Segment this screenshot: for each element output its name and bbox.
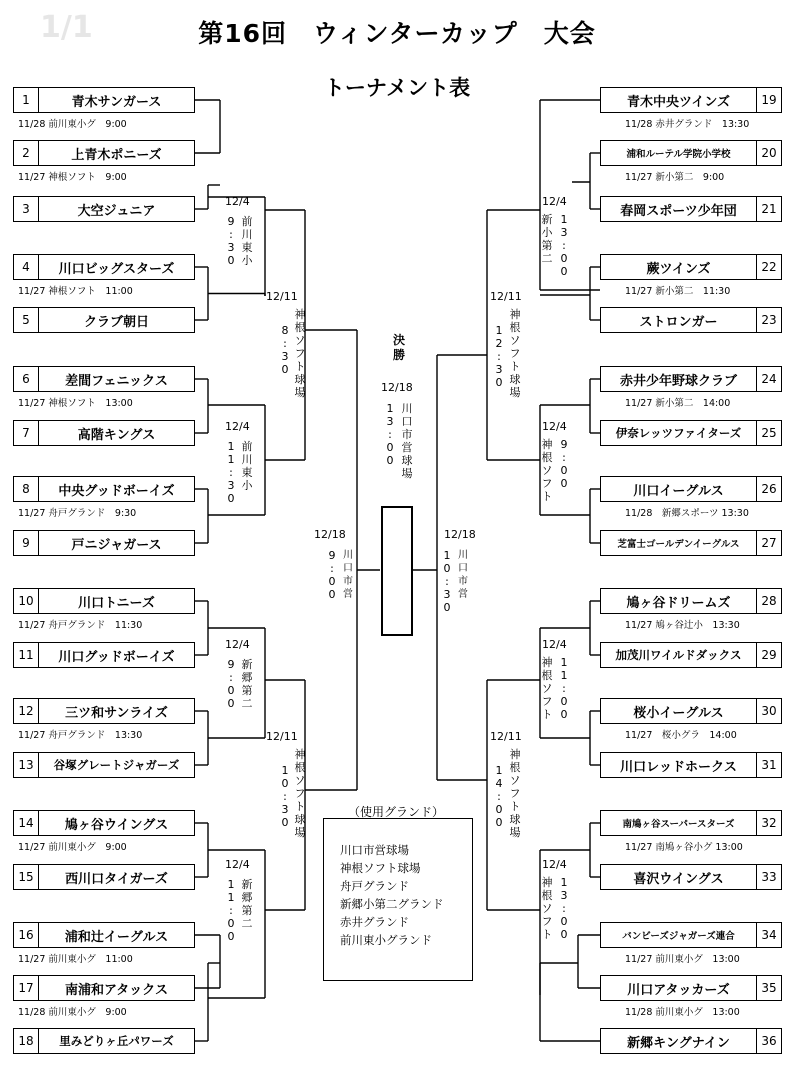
team-name: 鳩ヶ谷ドリームズ [626,595,731,611]
team-box-20 [600,140,782,166]
team-name: 川口レッドホークス [620,759,737,775]
semi-right-time: 1 0 : 3 0 [443,549,451,614]
round2-right-venue: 新 小 第 二 [541,213,553,265]
team-box-9 [13,530,195,556]
team-number: 20 [756,141,781,165]
team-box-28 [600,588,782,614]
round3-right-time: 1 2 : 3 0 [495,324,503,389]
round2-left-time: 1 1 : 0 0 [227,878,235,943]
round3-left-time: 1 0 : 3 0 [281,764,289,829]
team-number: 9 [14,531,39,555]
page-title: 第16回 ウィンターカップ 大会 [198,19,596,48]
team-number: 13 [14,753,39,777]
team-number: 25 [756,421,781,445]
team-name: 戸ニジャガース [71,537,162,553]
semi-right-venue: 川 口 市 営 [458,550,468,600]
team-box-29 [600,642,782,668]
team-name: クラブ朝日 [83,314,149,330]
round3-right-venue: 神 根 ソ フ ト 球 場 [509,748,521,839]
team-number: 10 [14,589,39,613]
round3-right-venue: 神 根 ソ フ ト 球 場 [509,308,521,399]
team-box-21 [600,196,782,222]
team-name: 里みどりヶ丘パワーズ [59,1034,174,1048]
team-name: 川口グッドボーイズ [58,649,175,665]
team-number: 32 [756,811,781,835]
round3-left-date: 12/11 [266,290,298,303]
legend-item: 新郷小第二グランド [340,897,444,911]
team-number: 22 [756,255,781,279]
round2-left-venue: 前 川 東 小 [241,440,253,492]
team-number: 3 [14,197,39,221]
team-number: 5 [14,308,39,332]
round3-right-date: 12/11 [490,290,522,303]
round3-left-time: 8 : 3 0 [281,324,289,376]
team-box-5 [13,307,195,333]
team-box-25 [600,420,782,446]
team-name: 浦和ルーテル学院小学校 [626,149,731,160]
team-name: 鳩ヶ谷ウイングス [64,817,169,833]
team-name: 芝富士ゴールデンイーグルス [617,539,740,550]
round2-left-time: 9 : 0 0 [227,658,235,710]
team-number: 7 [14,421,39,445]
team-number: 21 [756,197,781,221]
round2-left-venue: 新 郷 第 二 [241,878,253,930]
team-number: 33 [756,865,781,889]
legend-item: 川口市営球場 [340,843,409,857]
team-name: 三ツ和サンライズ [65,705,168,721]
team-number: 11 [14,643,39,667]
team-name: ストロンガー [639,314,718,330]
final-venue: 川 口 市 営 球 場 [401,402,413,480]
team-box-23 [600,307,782,333]
match-schedule-left: 11/27 舟戸グランド 11:30 [18,620,143,631]
team-box-26 [600,476,782,502]
round2-right-date: 12/4 [542,858,567,871]
team-box-27 [600,530,782,556]
team-name: 桜小イーグルス [633,705,724,721]
team-number: 24 [756,367,781,391]
team-name: 谷塚グレートジャガーズ [53,758,180,772]
match-schedule-right: 11/28 前川東小グ 13:00 [625,1007,740,1018]
match-schedule-left: 11/27 前川東小グ 9:00 [18,842,127,853]
team-name: バンビーズジャガーズ連合 [622,931,735,942]
round2-left-date: 12/4 [225,858,250,871]
page-subtitle: トーナメント表 [323,76,471,100]
team-name: 川口イーグルス [633,483,724,499]
team-number: 1 [14,88,39,112]
team-number: 36 [756,1029,781,1053]
team-box-18 [13,1028,195,1054]
team-box-33 [600,864,782,890]
team-box-19 [600,87,782,113]
team-name: 高階キングス [77,427,156,443]
team-number: 2 [14,141,39,165]
team-box-32 [600,810,782,836]
team-number: 34 [756,923,781,947]
final-time: 1 3 : 0 0 [386,402,394,467]
semi-right-date: 12/18 [444,528,476,541]
legend-item: 赤井グランド [340,915,409,929]
team-number: 26 [756,477,781,501]
team-number: 27 [756,531,781,555]
team-name: 上青木ポニーズ [71,147,162,163]
round2-right-venue: 神 根 ソ フ ト [541,876,553,941]
round2-left-date: 12/4 [225,195,250,208]
match-schedule-right: 11/27 鳩ヶ谷辻小 13:30 [625,620,740,631]
final-date: 12/18 [381,381,413,394]
team-name: 喜沢ウイングス [633,871,724,887]
team-number: 31 [756,753,781,777]
match-schedule-left: 11/27 神根ソフト 11:00 [18,286,133,297]
round3-right-time: 1 4 : 0 0 [495,764,503,829]
round2-right-date: 12/4 [542,420,567,433]
team-box-31 [600,752,782,778]
semi-left-time: 9 : 0 0 [328,549,336,601]
team-name: 川口ビッグスターズ [58,261,175,277]
team-box-15 [13,864,195,890]
team-box-14 [13,810,195,836]
team-number: 23 [756,308,781,332]
team-box-12 [13,698,195,724]
team-number: 18 [14,1029,39,1053]
match-schedule-left: 11/28 前川東小グ 9:00 [18,119,127,130]
semi-left-venue: 川 口 市 営 [343,550,353,600]
match-schedule-right: 11/27 桜小グラ 14:00 [625,730,737,741]
round3-left-venue: 神 根 ソ フ ト 球 場 [294,748,306,839]
round2-right-time: 1 1 : 0 0 [560,656,568,721]
team-number: 35 [756,976,781,1000]
match-schedule-right: 11/27 新小第二 11:30 [625,286,731,297]
legend-title: （使用グランド） [345,803,447,820]
round2-right-time: 1 3 : 0 0 [560,876,568,941]
team-box-2 [13,140,195,166]
round2-left-date: 12/4 [225,420,250,433]
team-name: 川口アタッカーズ [627,982,730,998]
team-name: 青木中央ツインズ [627,94,730,110]
team-box-34 [600,922,782,948]
team-box-13 [13,752,195,778]
team-name: 南浦和アタックス [65,982,168,998]
match-schedule-right: 11/27 新小第二 14:00 [625,398,731,409]
team-box-10 [13,588,195,614]
team-box-30 [600,698,782,724]
match-schedule-left: 11/27 舟戸グランド 13:30 [18,730,143,741]
round2-right-venue: 神 根 ソ フ ト [541,656,553,721]
team-box-3 [13,196,195,222]
team-number: 16 [14,923,39,947]
team-name: 加茂川ワイルドダックス [615,648,742,662]
match-schedule-right: 11/28 赤井グランド 13:30 [625,119,750,130]
final-label: 決 勝 [392,333,405,362]
team-box-24 [600,366,782,392]
team-name: 大空ジュニア [77,203,156,219]
team-number: 28 [756,589,781,613]
match-schedule-right: 11/27 南鳩ヶ谷小グ 13:00 [625,842,743,853]
team-number: 19 [756,88,781,112]
match-schedule-right: 11/27 新小第二 9:00 [625,172,725,183]
team-box-8 [13,476,195,502]
round2-right-time: 9 : 0 0 [560,438,568,490]
team-name: 西川口タイガーズ [65,871,168,887]
match-schedule-right: 11/28 新郷スポーツ 13:30 [625,508,749,519]
legend-item: 神根ソフト球場 [340,861,421,875]
team-name: 川口トニーズ [78,595,155,611]
match-schedule-left: 11/27 神根ソフト 9:00 [18,172,127,183]
team-number: 29 [756,643,781,667]
semi-left-date: 12/18 [314,528,346,541]
team-box-11 [13,642,195,668]
round2-left-venue: 新 郷 第 二 [241,658,253,710]
round3-right-date: 12/11 [490,730,522,743]
team-name: 浦和辻イーグルス [64,929,169,945]
team-number: 17 [14,976,39,1000]
team-name: 新郷キングナイン [627,1035,730,1051]
team-name: 春岡スポーツ少年団 [620,203,737,219]
team-name: 差間フェニックス [65,373,168,389]
round3-left-date: 12/11 [266,730,298,743]
round2-right-venue: 神 根 ソ フ ト [541,438,553,503]
team-box-6 [13,366,195,392]
legend-item: 舟戸グランド [340,879,409,893]
team-box-7 [13,420,195,446]
team-name: 伊奈レッツファイターズ [615,426,742,440]
team-number: 4 [14,255,39,279]
match-schedule-right: 11/27 前川東小グ 13:00 [625,954,740,965]
team-box-17 [13,975,195,1001]
team-name: 中央グッドボーイズ [58,483,175,499]
team-number: 8 [14,477,39,501]
match-schedule-left: 11/28 前川東小グ 9:00 [18,1007,127,1018]
match-schedule-left: 11/27 前川東小グ 11:00 [18,954,133,965]
round2-right-date: 12/4 [542,638,567,651]
team-box-1 [13,87,195,113]
ground-legend [323,818,473,981]
final-box [381,506,413,636]
team-number: 15 [14,865,39,889]
round2-right-time: 1 3 : 0 0 [560,213,568,278]
match-schedule-left: 11/27 神根ソフト 13:00 [18,398,133,409]
round3-left-venue: 神 根 ソ フ ト 球 場 [294,308,306,399]
round2-left-venue: 前 川 東 小 [241,215,253,267]
legend-item: 前川東小グランド [340,933,432,947]
team-box-36 [600,1028,782,1054]
page-number: 1/1 [40,10,93,45]
match-schedule-left: 11/27 舟戸グランド 9:30 [18,508,137,519]
team-name: 蕨ツインズ [646,261,711,277]
team-name: 南鳩ヶ谷スーパースターズ [622,819,735,830]
team-box-22 [600,254,782,280]
team-box-35 [600,975,782,1001]
team-number: 30 [756,699,781,723]
team-number: 14 [14,811,39,835]
round2-left-time: 9 : 3 0 [227,215,235,267]
round2-left-time: 1 1 : 3 0 [227,440,235,505]
team-number: 12 [14,699,39,723]
team-box-16 [13,922,195,948]
team-box-4 [13,254,195,280]
team-name: 青木サンガース [71,94,162,110]
round2-right-date: 12/4 [542,195,567,208]
round2-left-date: 12/4 [225,638,250,651]
team-name: 赤井少年野球クラブ [619,373,737,389]
team-number: 6 [14,367,39,391]
